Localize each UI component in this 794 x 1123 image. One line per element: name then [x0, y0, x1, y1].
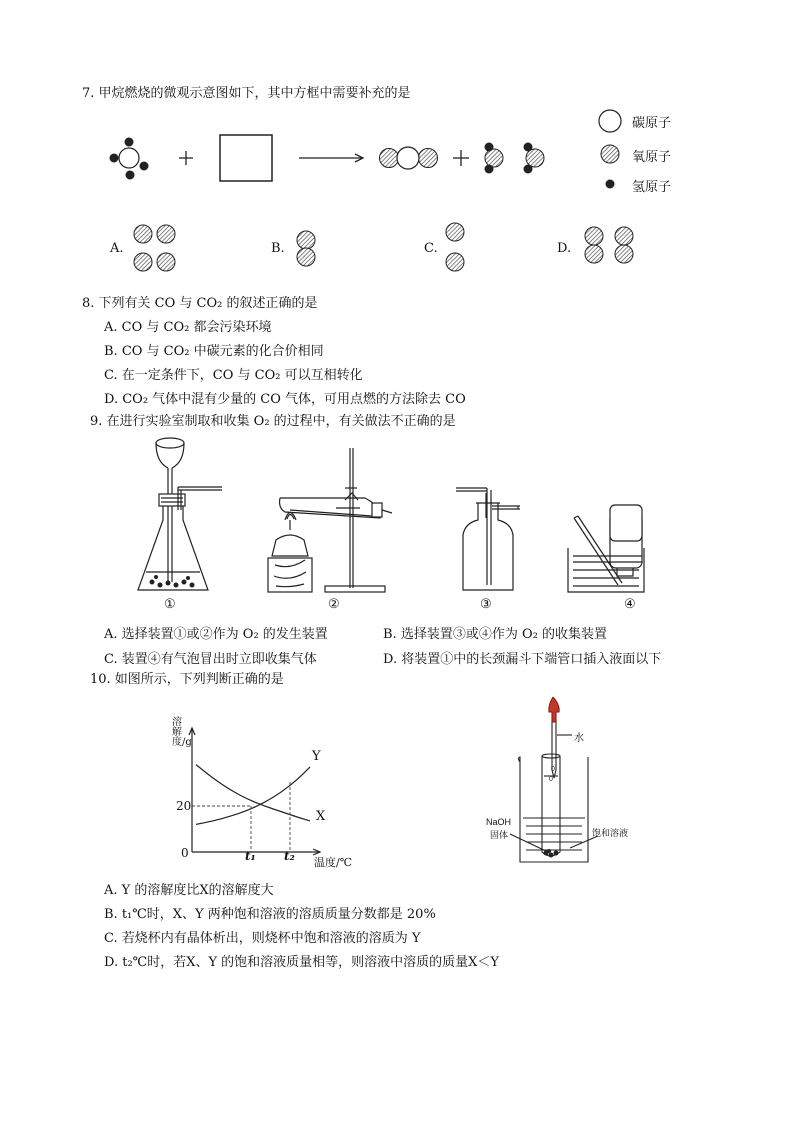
svg-text:0: 0: [551, 766, 555, 773]
q8-option-a: A. CO 与 CO₂ 都会污染环境: [104, 320, 272, 335]
q8-option-d: D. CO₂ 气体中混有少量的 CO 气体，可用点燃的方法除去 CO: [104, 392, 466, 407]
q10-option-a: A. Y 的溶解度比X的溶解度大: [104, 883, 274, 898]
x-tick-t1: t₁: [245, 849, 256, 863]
q9-option-a: A. 选择装置①或②作为 O₂ 的发生装置: [104, 627, 328, 642]
apparatus-1-label: ①: [164, 597, 176, 612]
q7-option-a: A.: [110, 241, 124, 256]
water-label: 水: [574, 733, 584, 744]
q7-option-d: D.: [557, 241, 572, 256]
series-x-label: X: [316, 809, 326, 824]
q8-option-c: C. 在一定条件下，CO 与 CO₂ 可以互相转化: [104, 368, 363, 383]
q10-option-b: B. t₁℃时，X、Y 两种饱和溶液的溶质质量分数都是 20%: [104, 907, 436, 922]
apparatus-2-label: ②: [328, 597, 340, 612]
q7-option-c: C.: [424, 241, 438, 256]
series-y-label: Y: [312, 749, 321, 764]
legend-hydrogen-label: 氢原子: [632, 180, 672, 195]
q7-stem: 7. 甲烷燃烧的微观示意图如下，其中方框中需要补充的是: [82, 86, 411, 101]
legend-oxygen-label: 氧原子: [632, 150, 672, 165]
q10-option-d: D. t₂℃时，若X、Y 的饱和溶液质量相等，则溶液中溶质的质量X＜Y: [104, 955, 500, 970]
svg-text:0: 0: [549, 776, 553, 783]
q8-stem: 8. 下列有关 CO 与 CO₂ 的叙述正确的是: [82, 296, 318, 311]
q10-option-c: C. 若烧杯内有晶体析出，则烧杯中饱和溶液的溶质为 Y: [104, 931, 421, 946]
saturated-solution-label: 饱和溶液: [592, 829, 629, 839]
q9-stem: 9. 在进行实验室制取和收集 O₂ 的过程中，有关做法不正确的是: [90, 414, 456, 429]
x-tick-t2: t₂: [284, 849, 295, 863]
q9-option-d: D. 将装置①中的长颈漏斗下端管口插入液面以下: [383, 652, 662, 667]
x-axis-label: 温度/℃: [314, 856, 353, 869]
q8-option-b: B. CO 与 CO₂ 中碳元素的化合价相同: [104, 344, 324, 359]
q10-stem: 10. 如图所示，下列判断正确的是: [90, 672, 284, 687]
naoh-label-line2: 固体: [490, 831, 509, 841]
naoh-label-line1: NaOH: [486, 817, 512, 827]
origin-label: 0: [181, 846, 189, 860]
legend-carbon-label: 碳原子: [632, 116, 672, 131]
y-axis-label: 溶解度/g: [172, 717, 192, 748]
y-tick-20: 20: [176, 799, 192, 813]
q9-option-b: B. 选择装置③或④作为 O₂ 的收集装置: [383, 627, 607, 642]
apparatus-4-label: ④: [624, 597, 636, 612]
q9-option-c: C. 装置④有气泡冒出时立即收集气体: [104, 652, 317, 667]
q7-option-b: B.: [271, 241, 285, 256]
apparatus-3-label: ③: [480, 597, 492, 612]
